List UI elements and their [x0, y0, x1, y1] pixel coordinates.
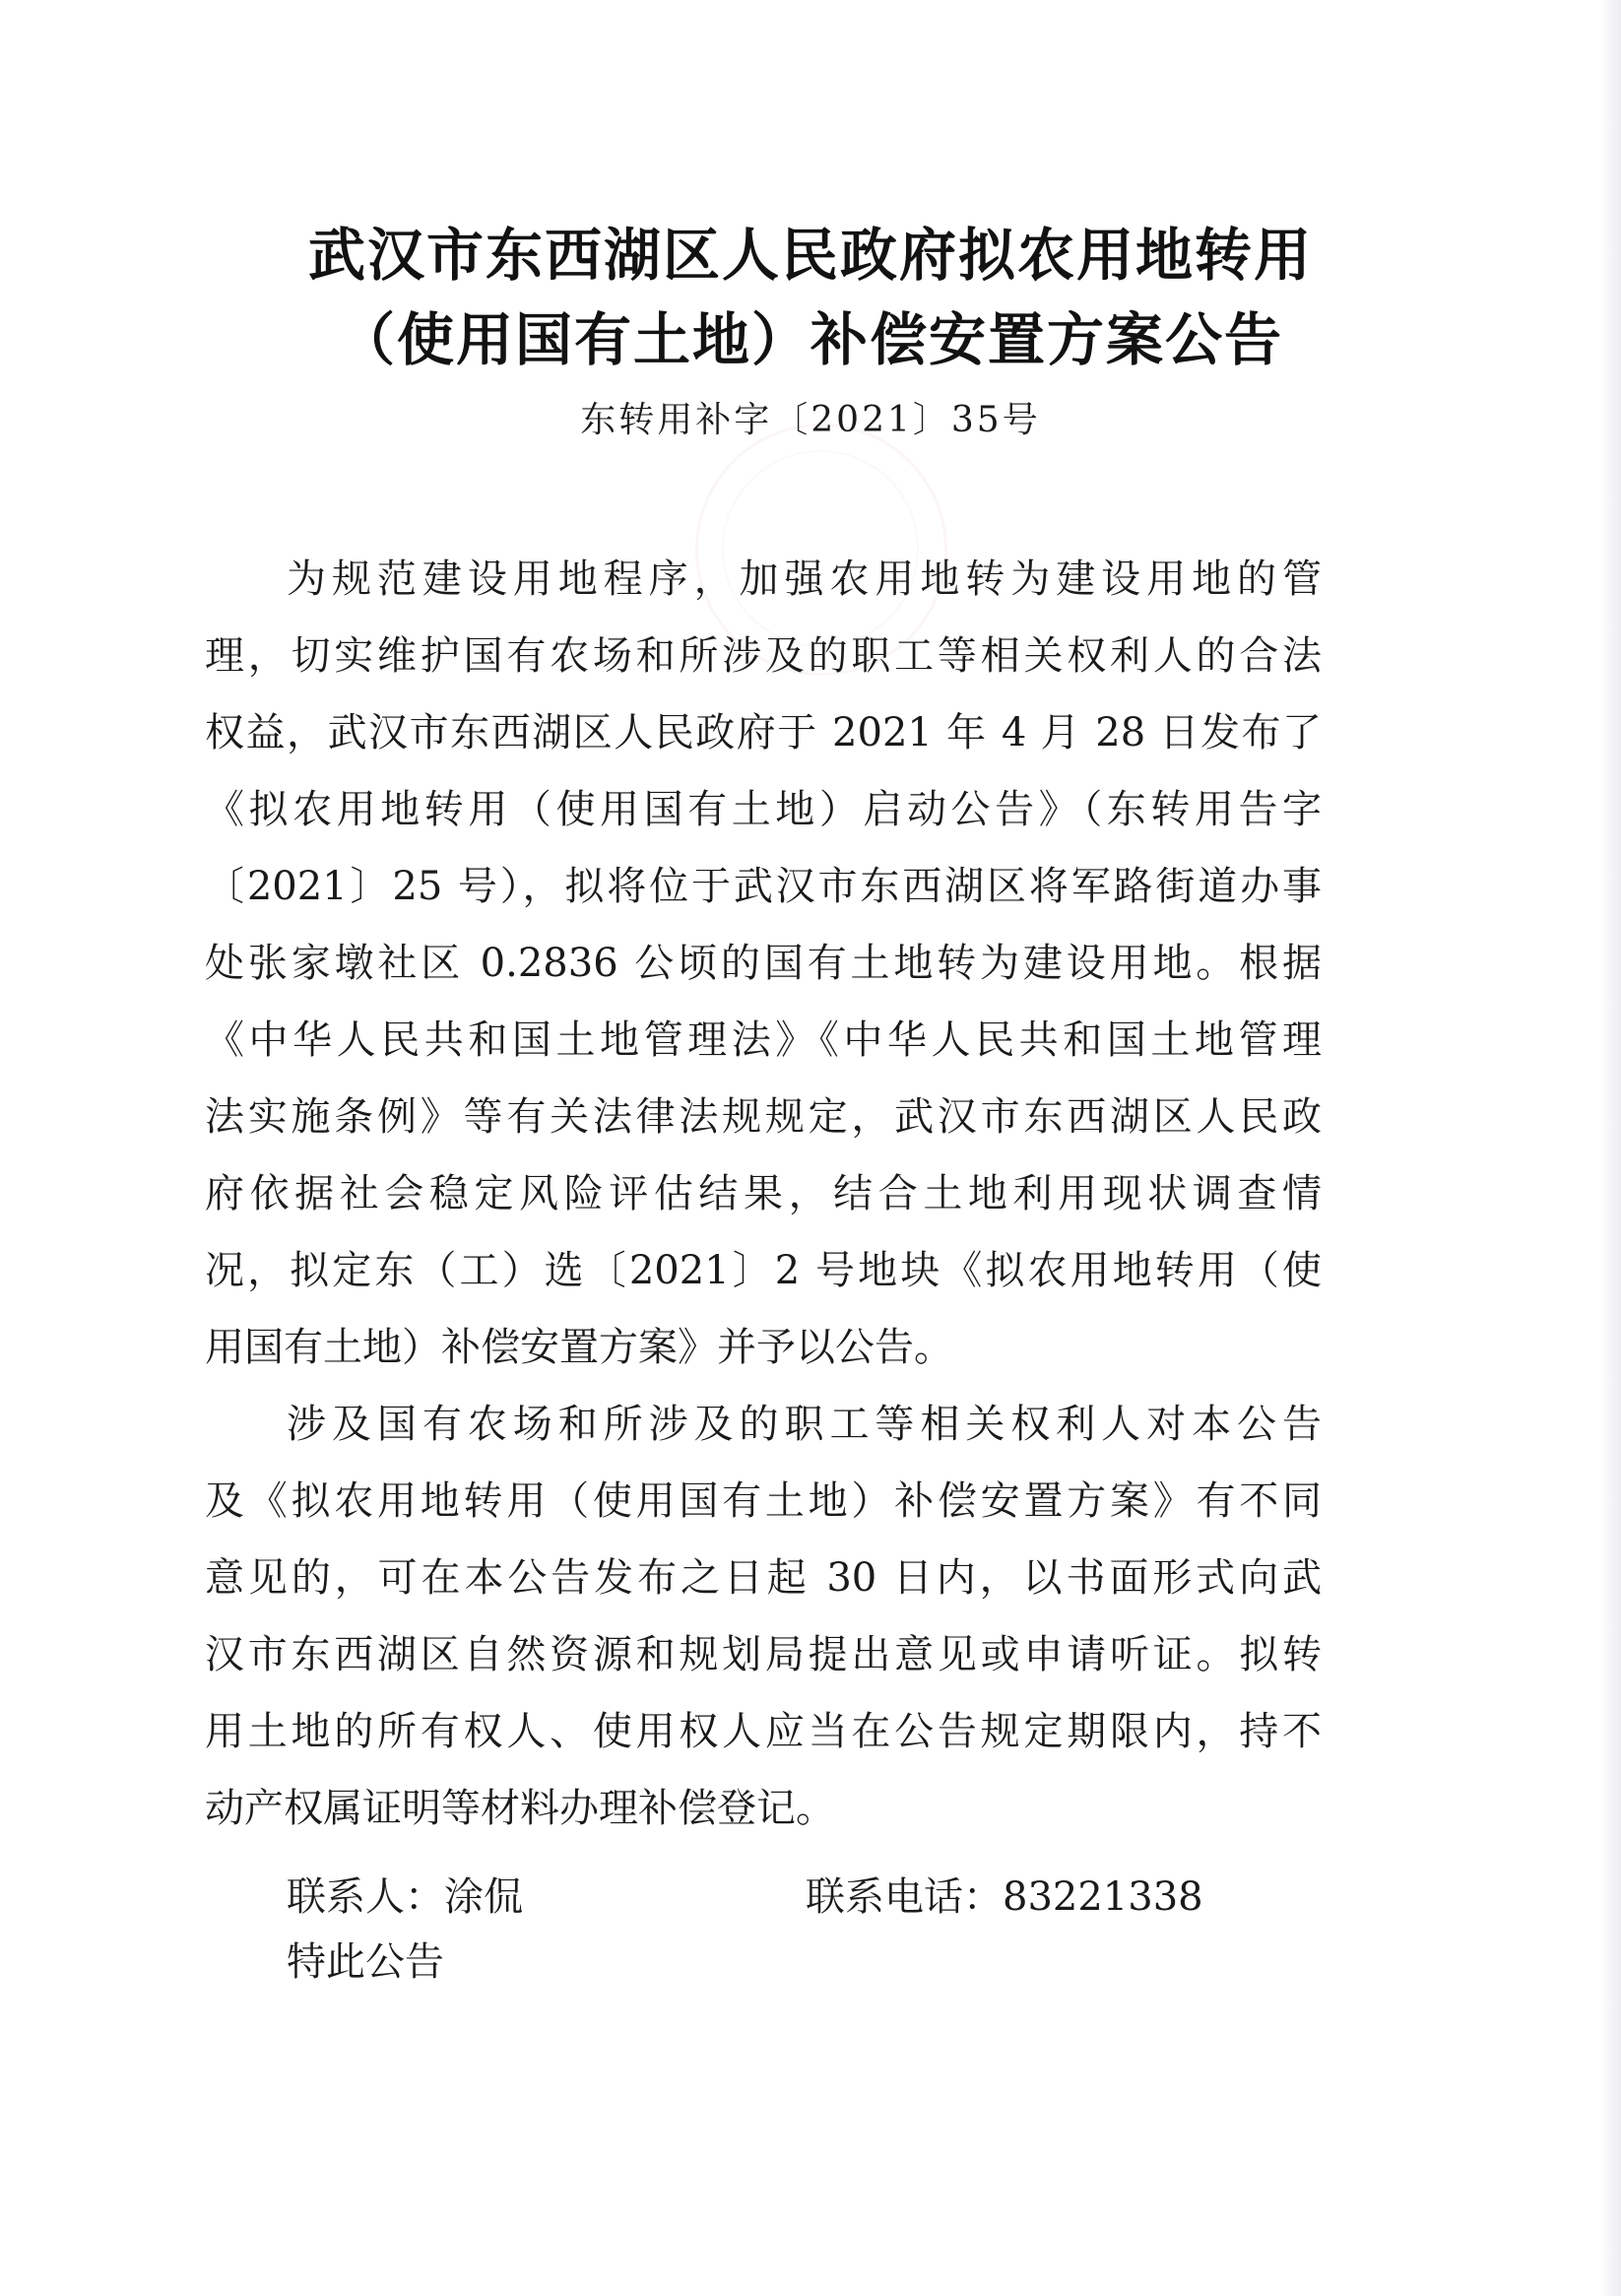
paragraph-1-line: 〔2021〕25 号），拟将位于武汉市东西湖区将军路街道办事 [205, 864, 1322, 909]
page-title-line-2: （使用国有土地）补偿安置方案公告 [337, 306, 1283, 373]
closing-text: 特此公告 [287, 1939, 444, 1985]
paragraph-1-line: 处张家墩社区 0.2836 公顷的国有土地转为建设用地。根据 [205, 941, 1322, 986]
paragraph-1-line: 况，拟定东（工）选〔2021〕2 号地块《拟农用地转用（使 [205, 1248, 1322, 1293]
paragraph-1-line: 府依据社会稳定风险评估结果，结合土地利用现状调查情 [205, 1171, 1322, 1216]
contact-phone: 联系电话：83221338 [806, 1874, 1203, 1920]
paragraph-1-line: 权益，武汉市东西湖区人民政府于 2021 年 4 月 28 日发布了 [205, 710, 1322, 755]
paragraph-2-line: 用土地的所有权人、使用权人应当在公告规定期限内，持不 [205, 1709, 1322, 1754]
paragraph-2-line: 汉市东西湖区自然资源和规划局提出意见或申请听证。拟转 [205, 1632, 1322, 1677]
contact-person: 联系人：涂侃 [287, 1874, 523, 1920]
paragraph-1-line: 理，切实维护国有农场和所涉及的职工等相关权利人的合法 [205, 633, 1322, 679]
paragraph-2-line: 及《拟农用地转用（使用国有土地）补偿安置方案》有不同 [205, 1478, 1322, 1524]
paragraph-1-line: 《中华人民共和国土地管理法》《中华人民共和国土地管理 [205, 1017, 1322, 1063]
paragraph-2-line: 涉及国有农场和所涉及的职工等相关权利人对本公告 [287, 1402, 1322, 1447]
paragraph-1-line: 法实施条例》等有关法律法规规定，武汉市东西湖区人民政 [205, 1094, 1322, 1140]
page-title-line-1: 武汉市东西湖区人民政府拟农用地转用 [307, 222, 1313, 289]
paragraph-2-line: 动产权属证明等材料办理补偿登记。 [205, 1786, 835, 1831]
document-number: 东转用补字〔2021〕35号 [580, 400, 1041, 440]
paragraph-2-line: 意见的，可在本公告发布之日起 30 日内，以书面形式向武 [205, 1555, 1322, 1601]
paragraph-1-line: 为规范建设用地程序，加强农用地转为建设用地的管 [287, 557, 1322, 602]
paragraph-1-line: 用国有土地）补偿安置方案》并予以公告。 [205, 1325, 953, 1370]
paragraph-1-line: 《拟农用地转用（使用国有土地）启动公告》（东转用告字 [205, 787, 1322, 832]
